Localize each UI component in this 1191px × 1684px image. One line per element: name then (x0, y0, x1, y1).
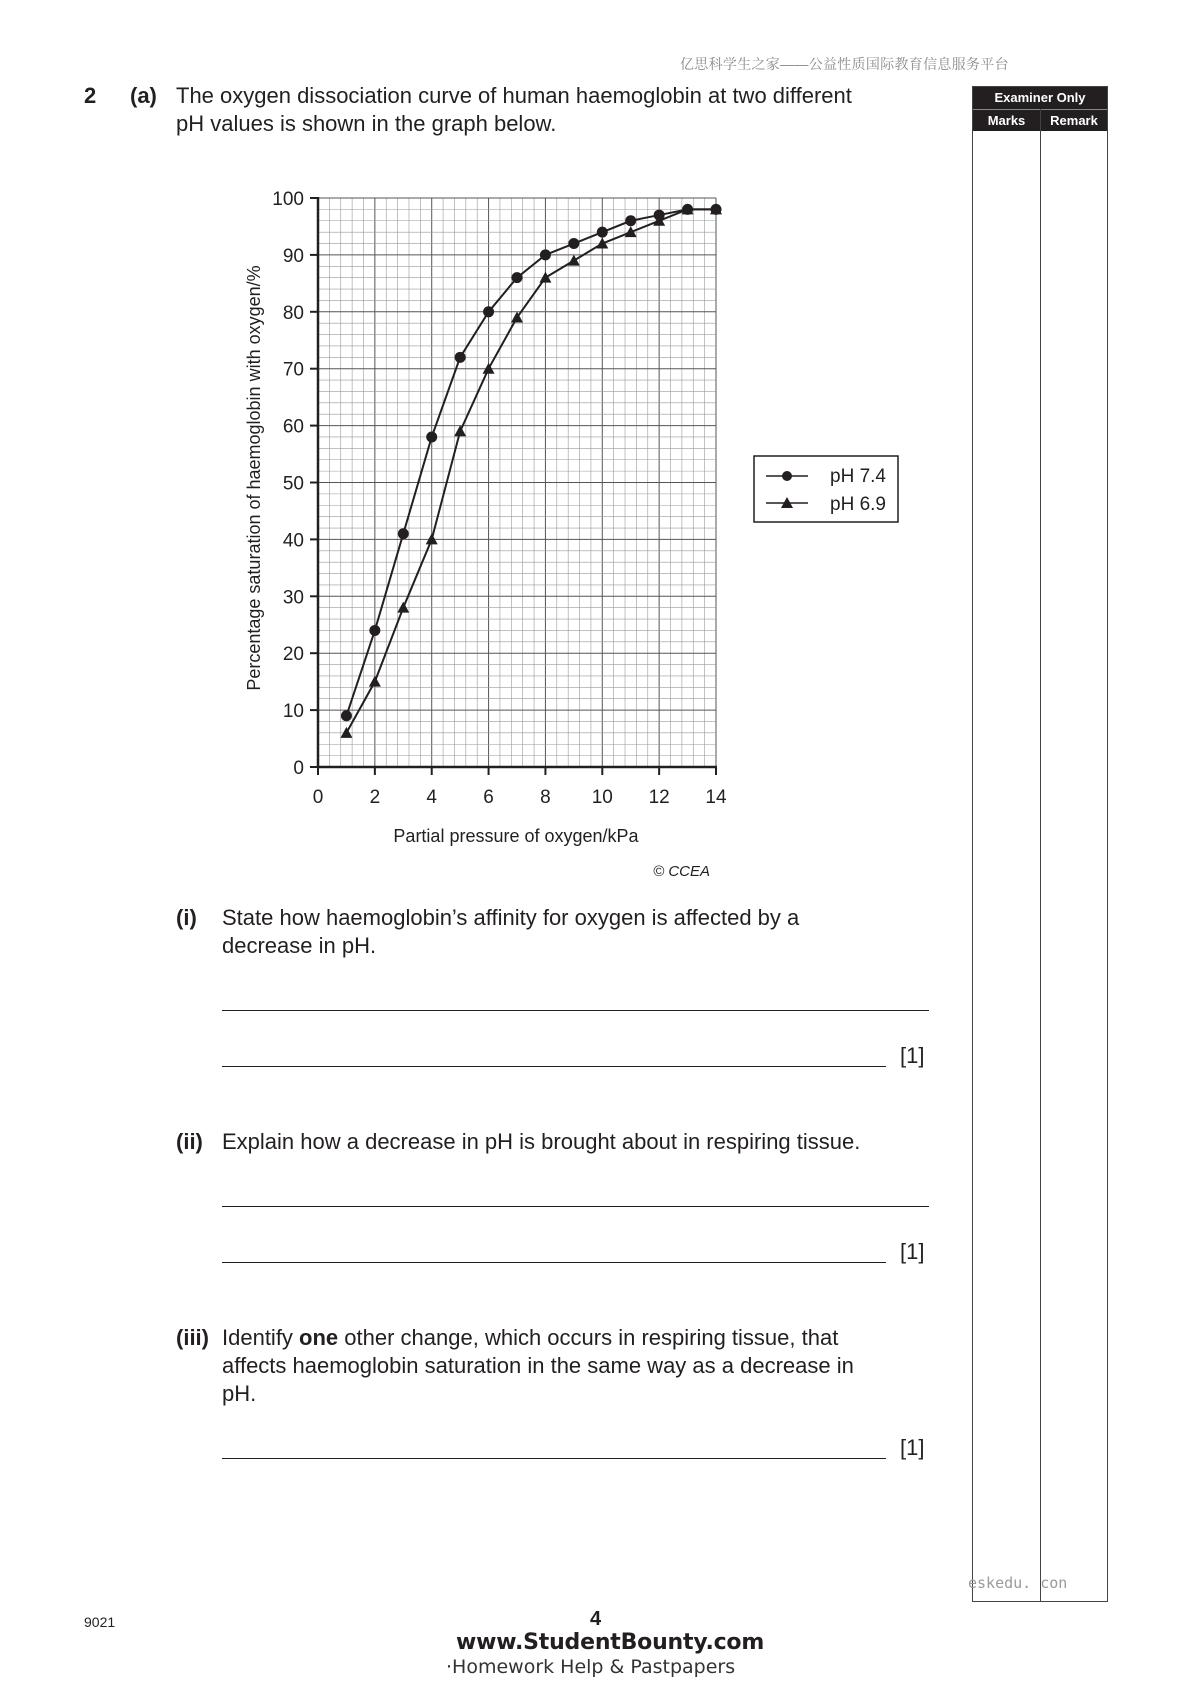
x-tick-label: 6 (483, 787, 494, 808)
part-iii-line1-pre: Identify (222, 1325, 300, 1350)
legend-marker-ph74 (782, 471, 792, 481)
x-tick-label: 14 (705, 787, 727, 808)
copyright-label: © CCEA (653, 863, 710, 880)
part-ii-label: (ii) (176, 1129, 203, 1154)
y-tick-label: 50 (282, 473, 304, 495)
y-tick-label: 20 (282, 644, 304, 666)
y-tick-label: 80 (282, 302, 304, 324)
part-ii-answer-line-1[interactable] (222, 1206, 929, 1207)
part-i-answer-line-2[interactable] (222, 1066, 886, 1067)
y-tick-label: 60 (282, 416, 304, 438)
part-i-line2: decrease in pH. (222, 933, 377, 958)
data-point-triangle (397, 602, 409, 613)
y-axis-label: Percentage saturation of haemoglobin with oxygen/% (244, 265, 264, 691)
data-point-circle (398, 528, 409, 539)
series-line-0 (346, 209, 716, 715)
data-point-triangle (539, 272, 551, 283)
data-point-triangle (596, 238, 608, 249)
legend-label-ph69: pH 6.9 (830, 494, 886, 515)
data-point-circle (540, 249, 551, 260)
studentbounty-watermark-tag: ·Homework Help & Pastpapers (446, 1656, 736, 1678)
x-axis-label: Partial pressure of oxygen/kPa (393, 826, 639, 846)
question-intro-line1: The oxygen dissociation curve of human haemoglobin at two different (176, 83, 852, 108)
data-point-circle (512, 272, 523, 283)
x-tick-label: 4 (426, 787, 438, 808)
paper-code: 9021 (84, 1614, 116, 1630)
y-tick-label: 100 (272, 189, 304, 210)
part-iii-label: (iii) (176, 1325, 209, 1350)
data-point-circle (455, 352, 466, 363)
data-point-circle (568, 238, 579, 249)
y-tick-label: 30 (282, 587, 304, 609)
part-ii-answer-line-2[interactable] (222, 1262, 886, 1263)
y-tick-label: 70 (282, 359, 304, 381)
part-iii-line3: pH. (222, 1381, 257, 1406)
part-ii-mark: [1] (900, 1239, 925, 1264)
data-point-triangle (369, 676, 381, 687)
question-intro-line2: pH values is shown in the graph below. (176, 111, 557, 136)
data-point-circle (341, 710, 352, 721)
question-number: 2 (84, 83, 97, 108)
y-tick-label: 10 (282, 701, 304, 723)
side-watermark: eskedu. con (968, 1574, 1068, 1592)
part-iii-line2: affects haemoglobin saturation in the same way as a decrease in (222, 1353, 854, 1378)
part-iii-line1-post: other change, which occurs in respiring tissue, that (338, 1325, 839, 1350)
part-i-mark: [1] (900, 1043, 925, 1068)
x-tick-label: 0 (312, 787, 324, 808)
x-tick-label: 8 (540, 787, 551, 808)
y-tick-label: 40 (282, 530, 304, 552)
page-number: 4 (590, 1608, 602, 1630)
marks-header: Marks (973, 109, 1040, 131)
remark-header: Remark (1041, 109, 1107, 131)
part-iii-mark: [1] (900, 1435, 925, 1460)
data-point-triangle (454, 425, 466, 436)
part-i-answer-line-1[interactable] (222, 1010, 929, 1011)
y-tick-label: 90 (282, 245, 304, 267)
legend-label-ph74: pH 7.4 (830, 466, 886, 487)
part-iii-line1 (222, 1324, 838, 1352)
part-i-label: (i) (176, 905, 197, 930)
data-point-circle (369, 625, 380, 636)
y-tick-label: 0 (293, 758, 304, 779)
x-tick-label: 2 (369, 787, 381, 808)
examiner-only-title: Examiner Only (973, 87, 1107, 109)
part-i-line1: State how haemoglobin’s affinity for oxygen is affected by a (222, 905, 800, 930)
header-watermark: 亿思科学生之家——公益性质国际教育信息服务平台 (680, 56, 1009, 72)
part-ii-line1: Explain how a decrease in pH is brought about in respiring tissue. (222, 1129, 861, 1154)
studentbounty-watermark-url: www.StudentBounty.com (456, 1630, 765, 1655)
x-tick-label: 12 (648, 787, 670, 808)
chart-legend (754, 456, 898, 522)
data-point-circle (426, 431, 437, 442)
data-point-circle (597, 227, 608, 238)
data-point-triangle (568, 255, 580, 266)
x-tick-label: 10 (591, 787, 613, 808)
data-point-triangle (340, 727, 352, 738)
data-point-circle (483, 306, 494, 317)
data-point-circle (625, 215, 636, 226)
data-point-triangle (625, 226, 637, 237)
part-iii-line1-bold: one (299, 1325, 339, 1350)
question-part: (a) (130, 83, 157, 108)
part-iii-answer-line[interactable] (222, 1458, 886, 1459)
